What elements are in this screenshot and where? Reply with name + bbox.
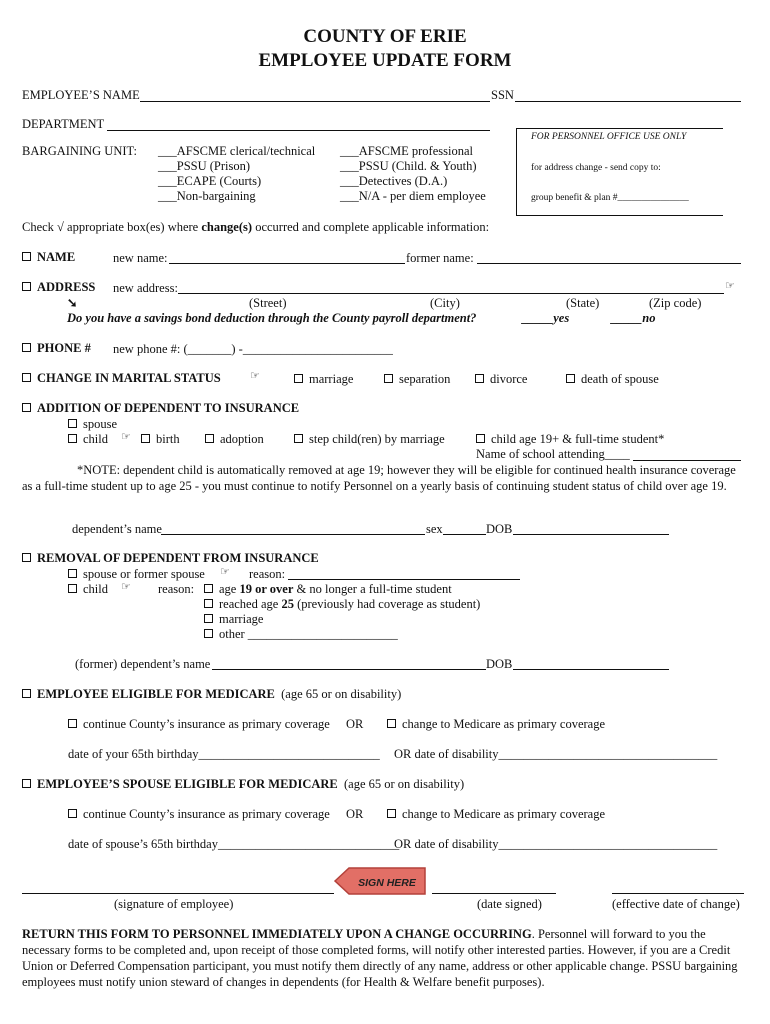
checkbox-icon	[68, 719, 77, 728]
marital-section-checkbox[interactable]: CHANGE IN MARITAL STATUS	[22, 371, 221, 386]
add-birth[interactable]: birth	[141, 432, 180, 447]
checkbox-icon	[141, 434, 150, 443]
new-name-field[interactable]	[169, 263, 405, 264]
state-label: (State)	[566, 296, 600, 310]
sign-here-text: SIGN HERE	[358, 877, 416, 889]
bond-yes[interactable]: _____yes	[522, 311, 570, 325]
employee-name-label: EMPLOYEE’S NAME	[22, 88, 140, 102]
checkbox-icon	[22, 403, 31, 412]
reason-age-25[interactable]: reached age 25 (previously had coverage as student)	[204, 597, 480, 612]
medicare-disability-field[interactable]: OR date of disability___________________________________	[394, 747, 718, 761]
name-section-checkbox[interactable]: NAME	[22, 250, 75, 265]
instruction-text: Check √ appropriate box(es) where change(s) occurred and complete applicable information:	[22, 220, 490, 234]
bu-ecape-courts[interactable]: ___ECAPE (Courts)	[158, 174, 262, 188]
checkbox-icon	[22, 252, 31, 261]
checkbox-icon	[384, 374, 393, 383]
dob-field[interactable]	[513, 534, 669, 535]
city-label: (City)	[430, 296, 460, 310]
add-spouse[interactable]: spouse	[68, 417, 117, 432]
former-dob-label: DOB	[486, 657, 513, 671]
reason-marriage[interactable]: marriage	[204, 612, 263, 627]
medicare-checkbox[interactable]: EMPLOYEE ELIGIBLE FOR MEDICARE (age 65 or on disability)	[22, 687, 401, 702]
new-phone-field[interactable]: new phone #: (_______) -________________________	[113, 342, 393, 356]
checkbox-icon	[68, 809, 77, 818]
checkbox-icon	[205, 434, 214, 443]
checkbox-icon	[22, 779, 31, 788]
former-dependent-name-field[interactable]	[212, 669, 486, 670]
dependent-name-field[interactable]	[161, 534, 425, 535]
new-address-field[interactable]	[178, 293, 724, 294]
bargaining-col1	[158, 144, 315, 204]
former-name-label: former name:	[406, 251, 474, 265]
checkbox-icon	[387, 809, 396, 818]
checkbox-icon	[204, 614, 213, 623]
bu-detectives[interactable]: ___Detectives (D.A.)	[340, 174, 448, 188]
checkbox-icon	[204, 584, 213, 593]
marital-death-of-spouse[interactable]: death of spouse	[566, 372, 659, 387]
ssn-label: SSN	[491, 88, 514, 102]
school-name-field[interactable]	[633, 460, 741, 461]
reason-age-19[interactable]: age 19 or over & no longer a full-time student	[204, 582, 452, 597]
personnel-office-box	[516, 128, 723, 216]
pointing-hand-icon: ☞	[121, 581, 131, 593]
bond-question: Do you have a savings bond deduction through the County payroll department?	[67, 311, 477, 325]
checkbox-icon	[68, 434, 77, 443]
form-title-line1: COUNTY OF ERIE	[303, 26, 467, 47]
sign-here-arrow	[333, 866, 427, 896]
checkbox-icon	[475, 374, 484, 383]
child-reason-label: reason:	[158, 582, 195, 596]
phone-section-checkbox[interactable]: PHONE #	[22, 341, 91, 356]
medicare-birthday-field[interactable]: date of your 65th birthday_____________________________	[68, 747, 380, 761]
ssn-field[interactable]	[515, 101, 741, 102]
remove-dependent-checkbox[interactable]: REMOVAL OF DEPENDENT FROM INSURANCE	[22, 551, 319, 566]
bu-pssu-child-youth[interactable]: ___PSSU (Child. & Youth)	[340, 159, 477, 173]
pointing-hand-icon: ☞	[250, 370, 260, 382]
pointing-hand-icon: ☞	[220, 566, 230, 578]
remove-child[interactable]: child	[68, 582, 108, 597]
zip-label: (Zip code)	[649, 296, 702, 310]
checkbox-icon	[476, 434, 485, 443]
checkbox-icon	[22, 553, 31, 562]
checkbox-icon	[68, 584, 77, 593]
spouse-birthday-field[interactable]: date of spouse’s 65th birthday_____________________________	[68, 837, 400, 851]
sex-label: sex	[426, 522, 443, 536]
employee-name-field[interactable]	[140, 101, 490, 102]
bargaining-col2	[340, 144, 486, 204]
new-name-label: new name:	[113, 251, 168, 265]
former-dob-field[interactable]	[513, 669, 669, 670]
spouse-disability-field[interactable]: OR date of disability___________________________________	[394, 837, 718, 851]
bu-afscme-professional[interactable]: ___AFSCME professional	[340, 144, 473, 158]
checkbox-icon	[68, 569, 77, 578]
student-note: *NOTE: dependent child is automatically removed at age 19; however they will be eligible for continued health insurance coverage as a full-time student up to age 25 - you must continue to notify Personnel on a yearly basis of continuing student status of child over age 19.	[22, 463, 736, 493]
bu-afscme-clerical[interactable]: ___AFSCME clerical/technical	[158, 144, 316, 158]
spouse-medicare-continue-county[interactable]: continue County’s insurance as primary coverage	[68, 807, 330, 822]
checkbox-icon	[387, 719, 396, 728]
spouse-medicare-checkbox[interactable]: EMPLOYEE’S SPOUSE ELIGIBLE FOR MEDICARE (age 65 or on disability)	[22, 777, 464, 792]
form-title-line2: EMPLOYEE UPDATE FORM	[258, 50, 512, 71]
bu-na-per-diem[interactable]: ___N/A - per diem employee	[340, 189, 486, 203]
add-dependent-checkbox[interactable]: ADDITION OF DEPENDENT TO INSURANCE	[22, 401, 299, 416]
spouse-medicare-or: OR	[346, 807, 364, 821]
street-label: (Street)	[249, 296, 287, 310]
checkbox-icon	[68, 419, 77, 428]
school-name-label: Name of school attending____	[476, 447, 630, 461]
department-field[interactable]	[107, 130, 490, 131]
footer-instructions: RETURN THIS FORM TO PERSONNEL IMMEDIATELY UPON A CHANGE OCCURRING. Personnel will forward to you the necessary forms to be completed and, upon receipt of those completed forms, will notify other interested parties. However, if you are a Credit Union or Deferred Compensation participant, you must notify them directly of any name, address or other applicable change. PSSU bargaining employees must notify union steward of changes in dependents (for Health & Welfare benefit purposes).	[22, 927, 738, 989]
sex-field[interactable]	[443, 534, 486, 535]
checkbox-icon	[204, 629, 213, 638]
spouse-medicare-change-primary[interactable]: change to Medicare as primary coverage	[387, 807, 605, 822]
former-name-field[interactable]	[477, 263, 741, 264]
medicare-continue-county[interactable]: continue County’s insurance as primary coverage	[68, 717, 330, 732]
effective-date-label: (effective date of change)	[612, 897, 740, 911]
checkbox-icon	[204, 599, 213, 608]
new-address-label: new address:	[113, 281, 178, 295]
marital-separation[interactable]: separation	[384, 372, 450, 387]
personnel-box-line2: group benefit & plan #_______________	[531, 193, 689, 203]
date-signed-field[interactable]	[432, 893, 556, 894]
checkbox-icon	[22, 373, 31, 382]
dob-label: DOB	[486, 522, 513, 536]
pointing-hand-icon: ☞	[121, 431, 131, 443]
checkbox-icon	[566, 374, 575, 383]
add-stepchild[interactable]: step child(ren) by marriage	[294, 432, 445, 447]
remove-spouse[interactable]: spouse or former spouse	[68, 567, 205, 582]
arrow-down-right-icon: ➘	[67, 296, 78, 310]
medicare-or: OR	[346, 717, 364, 731]
add-student[interactable]: child age 19+ & full-time student*	[476, 432, 664, 447]
checkbox-icon	[294, 374, 303, 383]
reason-other[interactable]: other ________________________	[204, 627, 398, 642]
dependent-name-label: dependent’s name	[72, 522, 162, 536]
department-label: DEPARTMENT	[22, 117, 105, 131]
add-child[interactable]: child	[68, 432, 108, 447]
checkbox-icon	[22, 282, 31, 291]
personnel-box-line1: for address change - send copy to:	[531, 163, 661, 173]
bu-pssu-prison[interactable]: ___PSSU (Prison)	[158, 159, 251, 173]
add-adoption[interactable]: adoption	[205, 432, 264, 447]
bond-no[interactable]: _____no	[611, 311, 656, 325]
marital-marriage[interactable]: marriage	[294, 372, 353, 387]
medicare-change-primary[interactable]: change to Medicare as primary coverage	[387, 717, 605, 732]
date-signed-label: (date signed)	[477, 897, 542, 911]
spouse-reason-label: reason:	[249, 567, 286, 581]
checkbox-icon	[22, 689, 31, 698]
address-section-checkbox[interactable]: ADDRESS	[22, 280, 95, 295]
pointing-hand-icon: ☞	[725, 280, 735, 292]
signature-field[interactable]	[22, 893, 334, 894]
checkbox-icon	[22, 343, 31, 352]
spouse-reason-field[interactable]	[288, 579, 520, 580]
bu-non-bargaining[interactable]: ___Non-bargaining	[158, 189, 256, 203]
checkbox-icon	[294, 434, 303, 443]
marital-divorce[interactable]: divorce	[475, 372, 527, 387]
bargaining-unit-label: BARGAINING UNIT:	[22, 144, 137, 158]
former-dependent-name-label: (former) dependent’s name	[75, 657, 211, 671]
personnel-box-title: FOR PERSONNEL OFFICE USE ONLY	[531, 132, 687, 142]
signature-label: (signature of employee)	[114, 897, 234, 911]
effective-date-field[interactable]	[612, 893, 744, 894]
